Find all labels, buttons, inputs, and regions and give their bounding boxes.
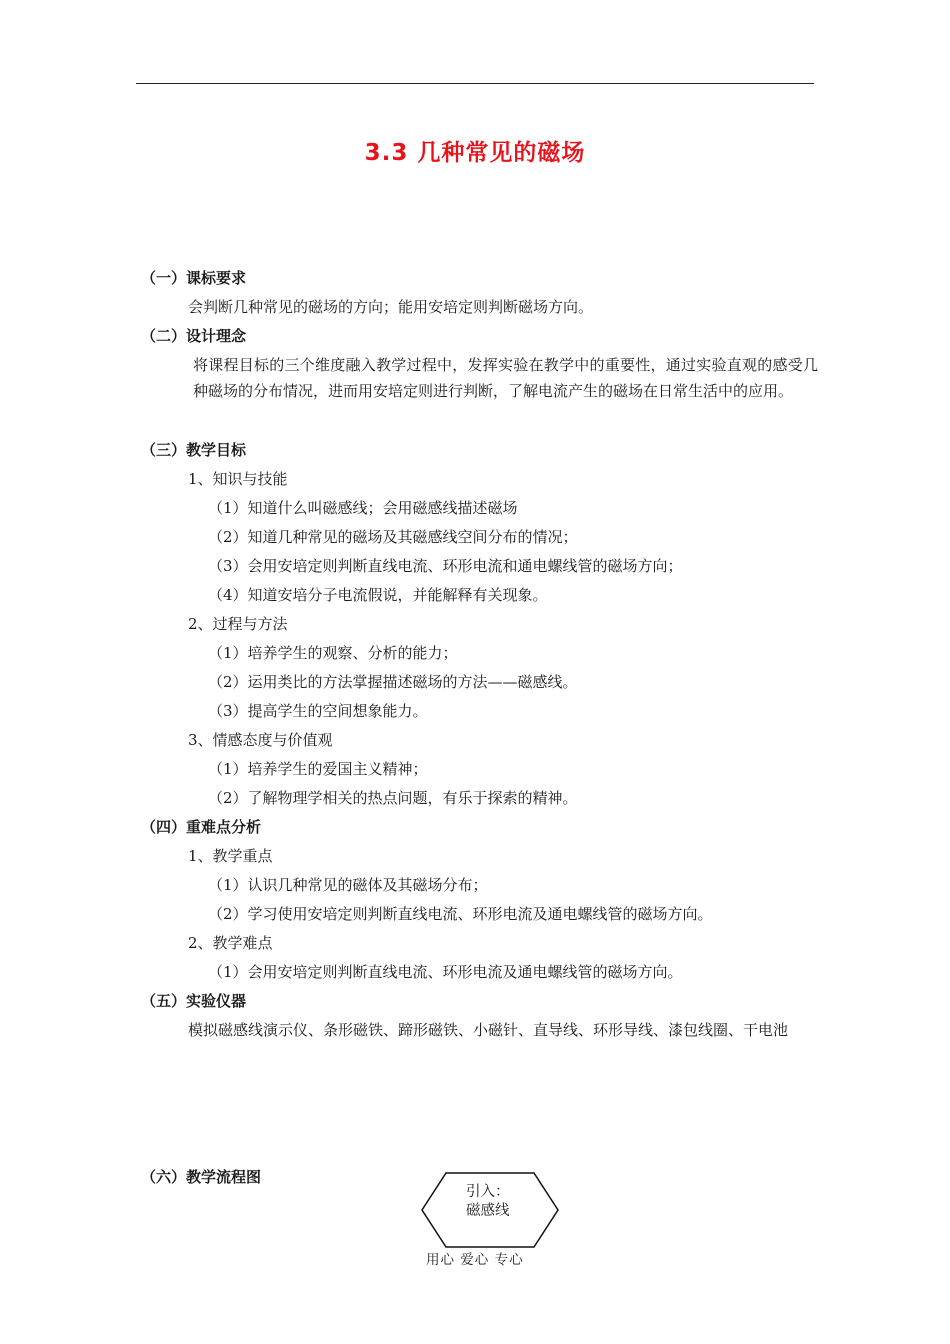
section-heading-2: （二）设计理念 — [141, 327, 247, 345]
page-title: 3.3 几种常见的磁场 — [364, 140, 586, 166]
section-heading-1: （一）课标要求 — [141, 269, 247, 287]
goal-item: （3）会用安培定则判断直线电流、环形电流和通电螺线管的磁场方向； — [208, 557, 683, 575]
focus-item: （2）学习使用安培定则判断直线电流、环形电流及通电螺线管的磁场方向。 — [208, 905, 713, 923]
goal-group-title: 3、情感态度与价值观 — [188, 731, 333, 749]
focus-item: （1）认识几种常见的磁体及其磁场分布； — [208, 876, 488, 894]
section-heading-6: （六）教学流程图 — [141, 1168, 262, 1186]
goal-item: （2）运用类比的方法掌握描述磁场的方法——磁感线。 — [208, 673, 578, 691]
focus-group-title: 2、教学难点 — [188, 934, 273, 952]
goal-item: （1）培养学生的爱国主义精神； — [208, 760, 428, 778]
section-2-paragraph: 将课程目标的三个维度融入教学过程中，发挥实验在教学中的重要性，通过实验直观的感受几种磁场的分布情况，进而用安培定则进行判断，了解电流产生的磁场在日常生活中的应用。 — [193, 356, 818, 400]
goal-item: （2）了解物理学相关的热点问题，有乐于探索的精神。 — [208, 789, 578, 807]
goal-item: （1）知道什么叫磁感线；会用磁感线描述磁场 — [208, 499, 518, 517]
flowchart-start-label — [466, 1183, 510, 1221]
flowchart-label-line-1: 引入： — [466, 1184, 510, 1200]
goal-item: （3）提高学生的空间想象能力。 — [208, 702, 428, 720]
focus-item: （1）会用安培定则判断直线电流、环形电流及通电螺线管的磁场方向。 — [208, 963, 683, 981]
goal-group-title: 2、过程与方法 — [188, 615, 288, 633]
goal-item: （2）知道几种常见的磁场及其磁感线空间分布的情况； — [208, 528, 578, 546]
page-footer: 用心 爱心 专心 — [426, 1252, 524, 1268]
header-rule — [136, 83, 814, 84]
equipment-list: 模拟磁感线演示仪、条形磁铁、蹄形磁铁、小磁针、直导线、环形导线、漆包线圈、干电池 — [188, 1021, 789, 1039]
goal-item: （4）知道安培分子电流假说，并能解释有关现象。 — [208, 586, 548, 604]
goal-item: （1）培养学生的观察、分析的能力； — [208, 644, 458, 662]
goal-group-title: 1、知识与技能 — [188, 470, 288, 488]
section-heading-4: （四）重难点分析 — [141, 818, 262, 836]
flowchart-label-line-2: 磁感线 — [466, 1203, 510, 1219]
focus-group-title: 1、教学重点 — [188, 847, 273, 865]
section-heading-3: （三）教学目标 — [141, 441, 247, 459]
section-heading-5: （五）实验仪器 — [141, 992, 247, 1010]
section-1-text: 会判断几种常见的磁场的方向；能用安培定则判断磁场方向。 — [188, 298, 594, 316]
